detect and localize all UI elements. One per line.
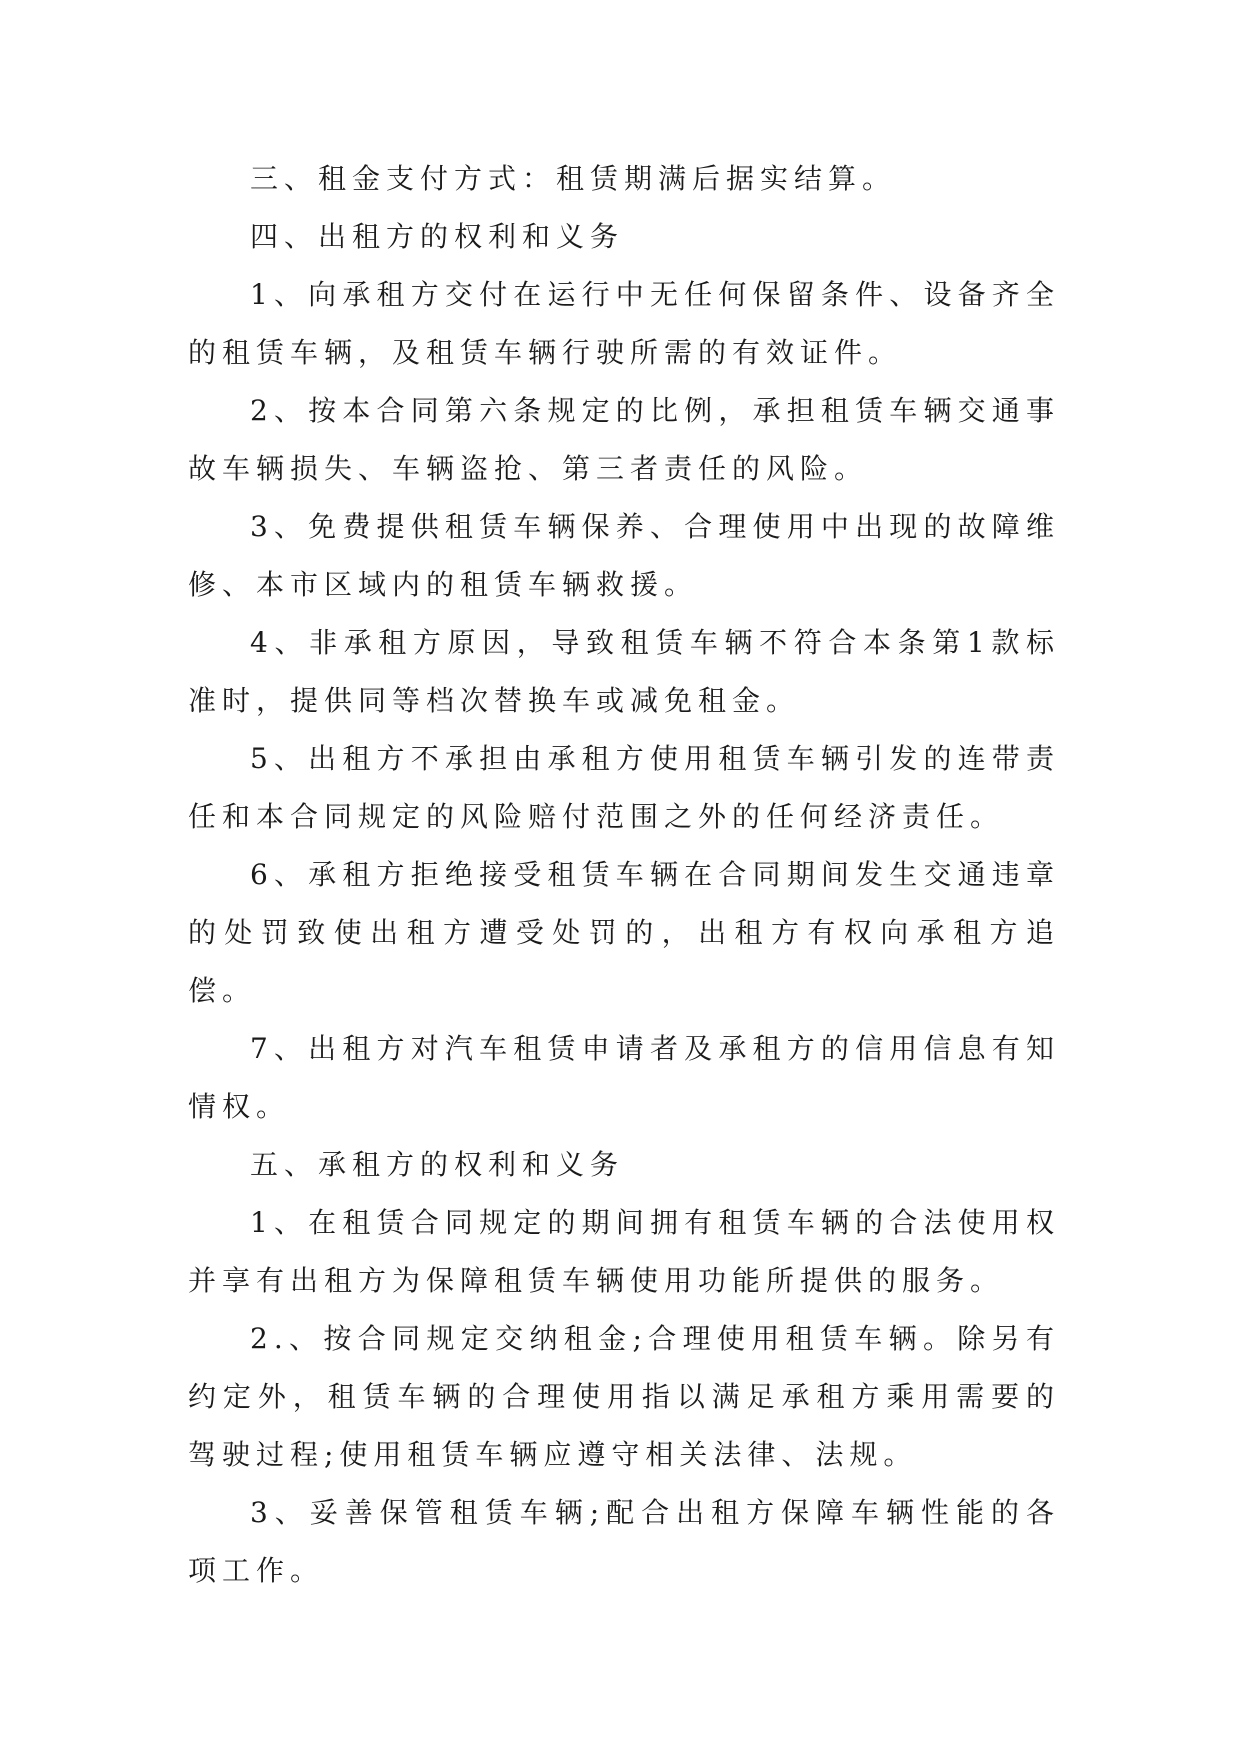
paragraph-lessee-item-2: 2.、按合同规定交纳租金;合理使用租赁车辆。除另有约定外，租赁车辆的合理使用指以满足承租方乘用需要的驾驶过程;使用租赁车辆应遵守相关法律、法规。	[188, 1322, 1060, 1471]
paragraph-lessee-item-1: 1、在租赁合同规定的期间拥有租赁车辆的合法使用权并享有出租方为保障租赁车辆使用功能所提供的服务。	[188, 1206, 1060, 1297]
paragraph-lessor-item-3: 3、免费提供租赁车辆保养、合理使用中出现的故障维修、本市区域内的租赁车辆救援。	[188, 510, 1060, 601]
paragraph-lessor-item-7: 7、出租方对汽车租赁申请者及承租方的信用信息有知情权。	[188, 1032, 1060, 1123]
paragraph-lessor-item-6: 6、承租方拒绝接受租赁车辆在合同期间发生交通违章的处罚致使出租方遭受处罚的，出租方有权向承租方追偿。	[188, 858, 1060, 1007]
paragraph-lessor-item-5: 5、出租方不承担由承租方使用租赁车辆引发的连带责任和本合同规定的风险赔付范围之外的任何经济责任。	[188, 742, 1060, 833]
paragraph-lessor-item-4: 4、非承租方原因，导致租赁车辆不符合本条第1款标准时，提供同等档次替换车或减免租金。	[188, 626, 1060, 717]
paragraph-lessor-item-1: 1、向承租方交付在运行中无任何保留条件、设备齐全的租赁车辆，及租赁车辆行驶所需的有效证件。	[188, 278, 1060, 369]
heading-lessor-rights: 四、出租方的权利和义务	[250, 220, 625, 253]
document-body	[188, 150, 1060, 1600]
paragraph-rent-payment: 三、租金支付方式：租赁期满后据实结算。	[250, 162, 897, 195]
heading-lessee-rights: 五、承租方的权利和义务	[250, 1148, 625, 1181]
paragraph-lessor-item-2: 2、按本合同第六条规定的比例，承担租赁车辆交通事故车辆损失、车辆盗抢、第三者责任的风险。	[188, 394, 1060, 485]
paragraph-lessee-item-3: 3、妥善保管租赁车辆;配合出租方保障车辆性能的各项工作。	[188, 1496, 1060, 1587]
